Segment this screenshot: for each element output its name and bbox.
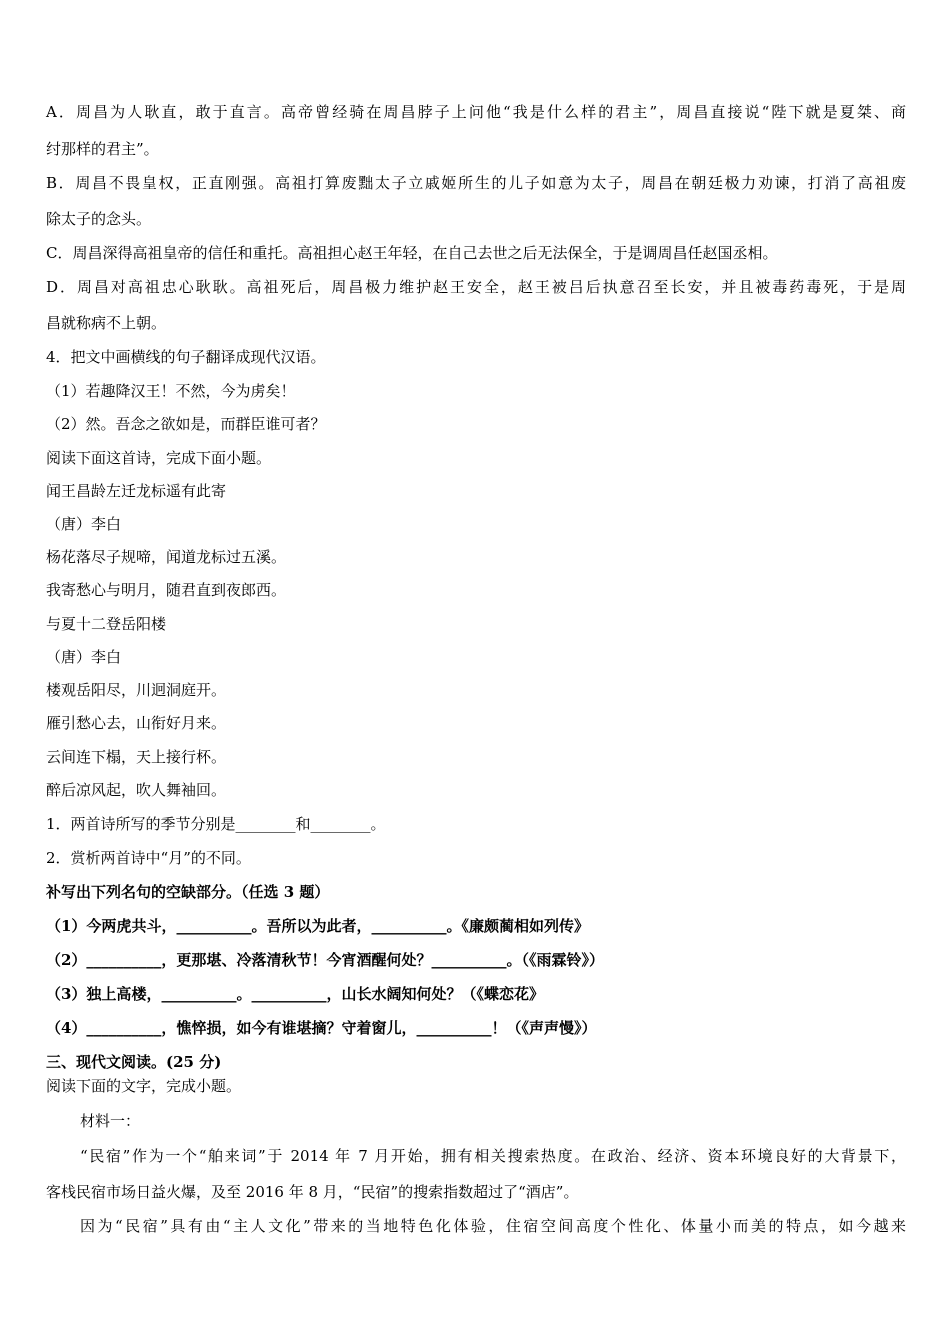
- option-b-line1: B．周昌不畏皇权，正直刚强。高祖打算废黜太子立戚姬所生的儿子如意为太子，周昌在朝廷极力劝谏，打消了高祖废: [46, 174, 906, 192]
- option-b-line2: 除太子的念头。: [46, 210, 152, 228]
- option-a-line2: 纣那样的君主”。: [46, 140, 159, 158]
- question-4-item-2: （2）然。吾念之欲如是，而群臣谁可者？: [46, 415, 326, 433]
- option-d-line1: D．周昌对高祖忠心耿耿。高祖死后，周昌极力维护赵王安全，赵王被吕后执意召至长安，并且被毒药毒死，于是周: [46, 278, 906, 296]
- poem1-line-2: 我寄愁心与明月，随君直到夜郎西。: [46, 581, 287, 599]
- option-a-line1: A．周昌为人耿直，敢于直言。高帝曾经骑在周昌脖子上问他“我是什么样的君主”，周昌直接说“陛下就是夏桀、商: [46, 103, 906, 121]
- fill-in-item-1: （1）今两虎共斗，__________。吾所以为此者，__________。《廉颇蔺相如列传》: [46, 917, 589, 935]
- option-d-line2: 昌就称病不上朝。: [46, 314, 167, 332]
- material-1-label: 材料一：: [80, 1112, 141, 1130]
- poem2-author: （唐）李白: [46, 648, 122, 666]
- fill-in-item-2: （2）__________，更那堪、冷落清秋节！今宵酒醒何处？__________。（《雨霖铃》）: [46, 951, 604, 969]
- poem1-author: （唐）李白: [46, 515, 122, 533]
- poem1-line-1: 杨花落尽子规啼，闻道龙标过五溪。: [46, 548, 287, 566]
- poem1-title: 闻王昌龄左迁龙标遥有此寄: [46, 482, 227, 500]
- question-4-stem: 4．把文中画横线的句子翻译成现代汉语。: [46, 348, 326, 366]
- poem2-line-4: 醉后凉风起，吹人舞袖回。: [46, 781, 227, 799]
- fill-in-item-3: （3）独上高楼，__________。__________，山长水阔知何处？（《蝶恋花》: [46, 985, 544, 1003]
- poem2-line-1: 楼观岳阳尽，川迥洞庭开。: [46, 681, 227, 699]
- poem-question-1: 1．两首诗所写的季节分别是________和________。: [46, 815, 386, 833]
- poem2-title: 与夏十二登岳阳楼: [46, 615, 167, 633]
- section-3-intro: 阅读下面的文字，完成小题。: [46, 1077, 242, 1095]
- option-c-line1: C．周昌深得高祖皇帝的信任和重托。高祖担心赵王年轻，在自己去世之后无法保全，于是调周昌任赵国丞相。: [46, 244, 778, 262]
- poem2-line-2: 雁引愁心去，山衔好月来。: [46, 714, 227, 732]
- poems-intro: 阅读下面这首诗，完成下面小题。: [46, 449, 272, 467]
- question-4-item-1: （1）若趣降汉王！不然，今为虏矣！: [46, 382, 296, 400]
- poem2-line-3: 云间连下榻，天上接行杯。: [46, 748, 227, 766]
- fill-in-heading: 补写出下列名句的空缺部分。（任选 3 题）: [46, 883, 330, 901]
- material-1-p2-line1: 因为“民宿”具有由“主人文化”带来的当地特色化体验，住宿空间高度个性化、体量小而美的特点，如今越来: [80, 1217, 906, 1235]
- poem-question-2: 2．赏析两首诗中“月”的不同。: [46, 849, 251, 867]
- material-1-p1-line1: “民宿”作为一个“舶来词”于 2014 年 7 月开始，拥有相关搜索热度。在政治、经济、资本环境良好的大背景下，: [80, 1147, 906, 1165]
- section-3-heading: 三、现代文阅读。(25 分): [46, 1053, 222, 1071]
- fill-in-item-4: （4）__________，憔悴损，如今有谁堪摘？守着窗儿，__________！（《声声慢》）: [46, 1019, 597, 1037]
- material-1-p1-line2: 客栈民宿市场日益火爆，及至 2016 年 8 月，“民宿”的搜索指数超过了“酒店”。: [46, 1183, 579, 1201]
